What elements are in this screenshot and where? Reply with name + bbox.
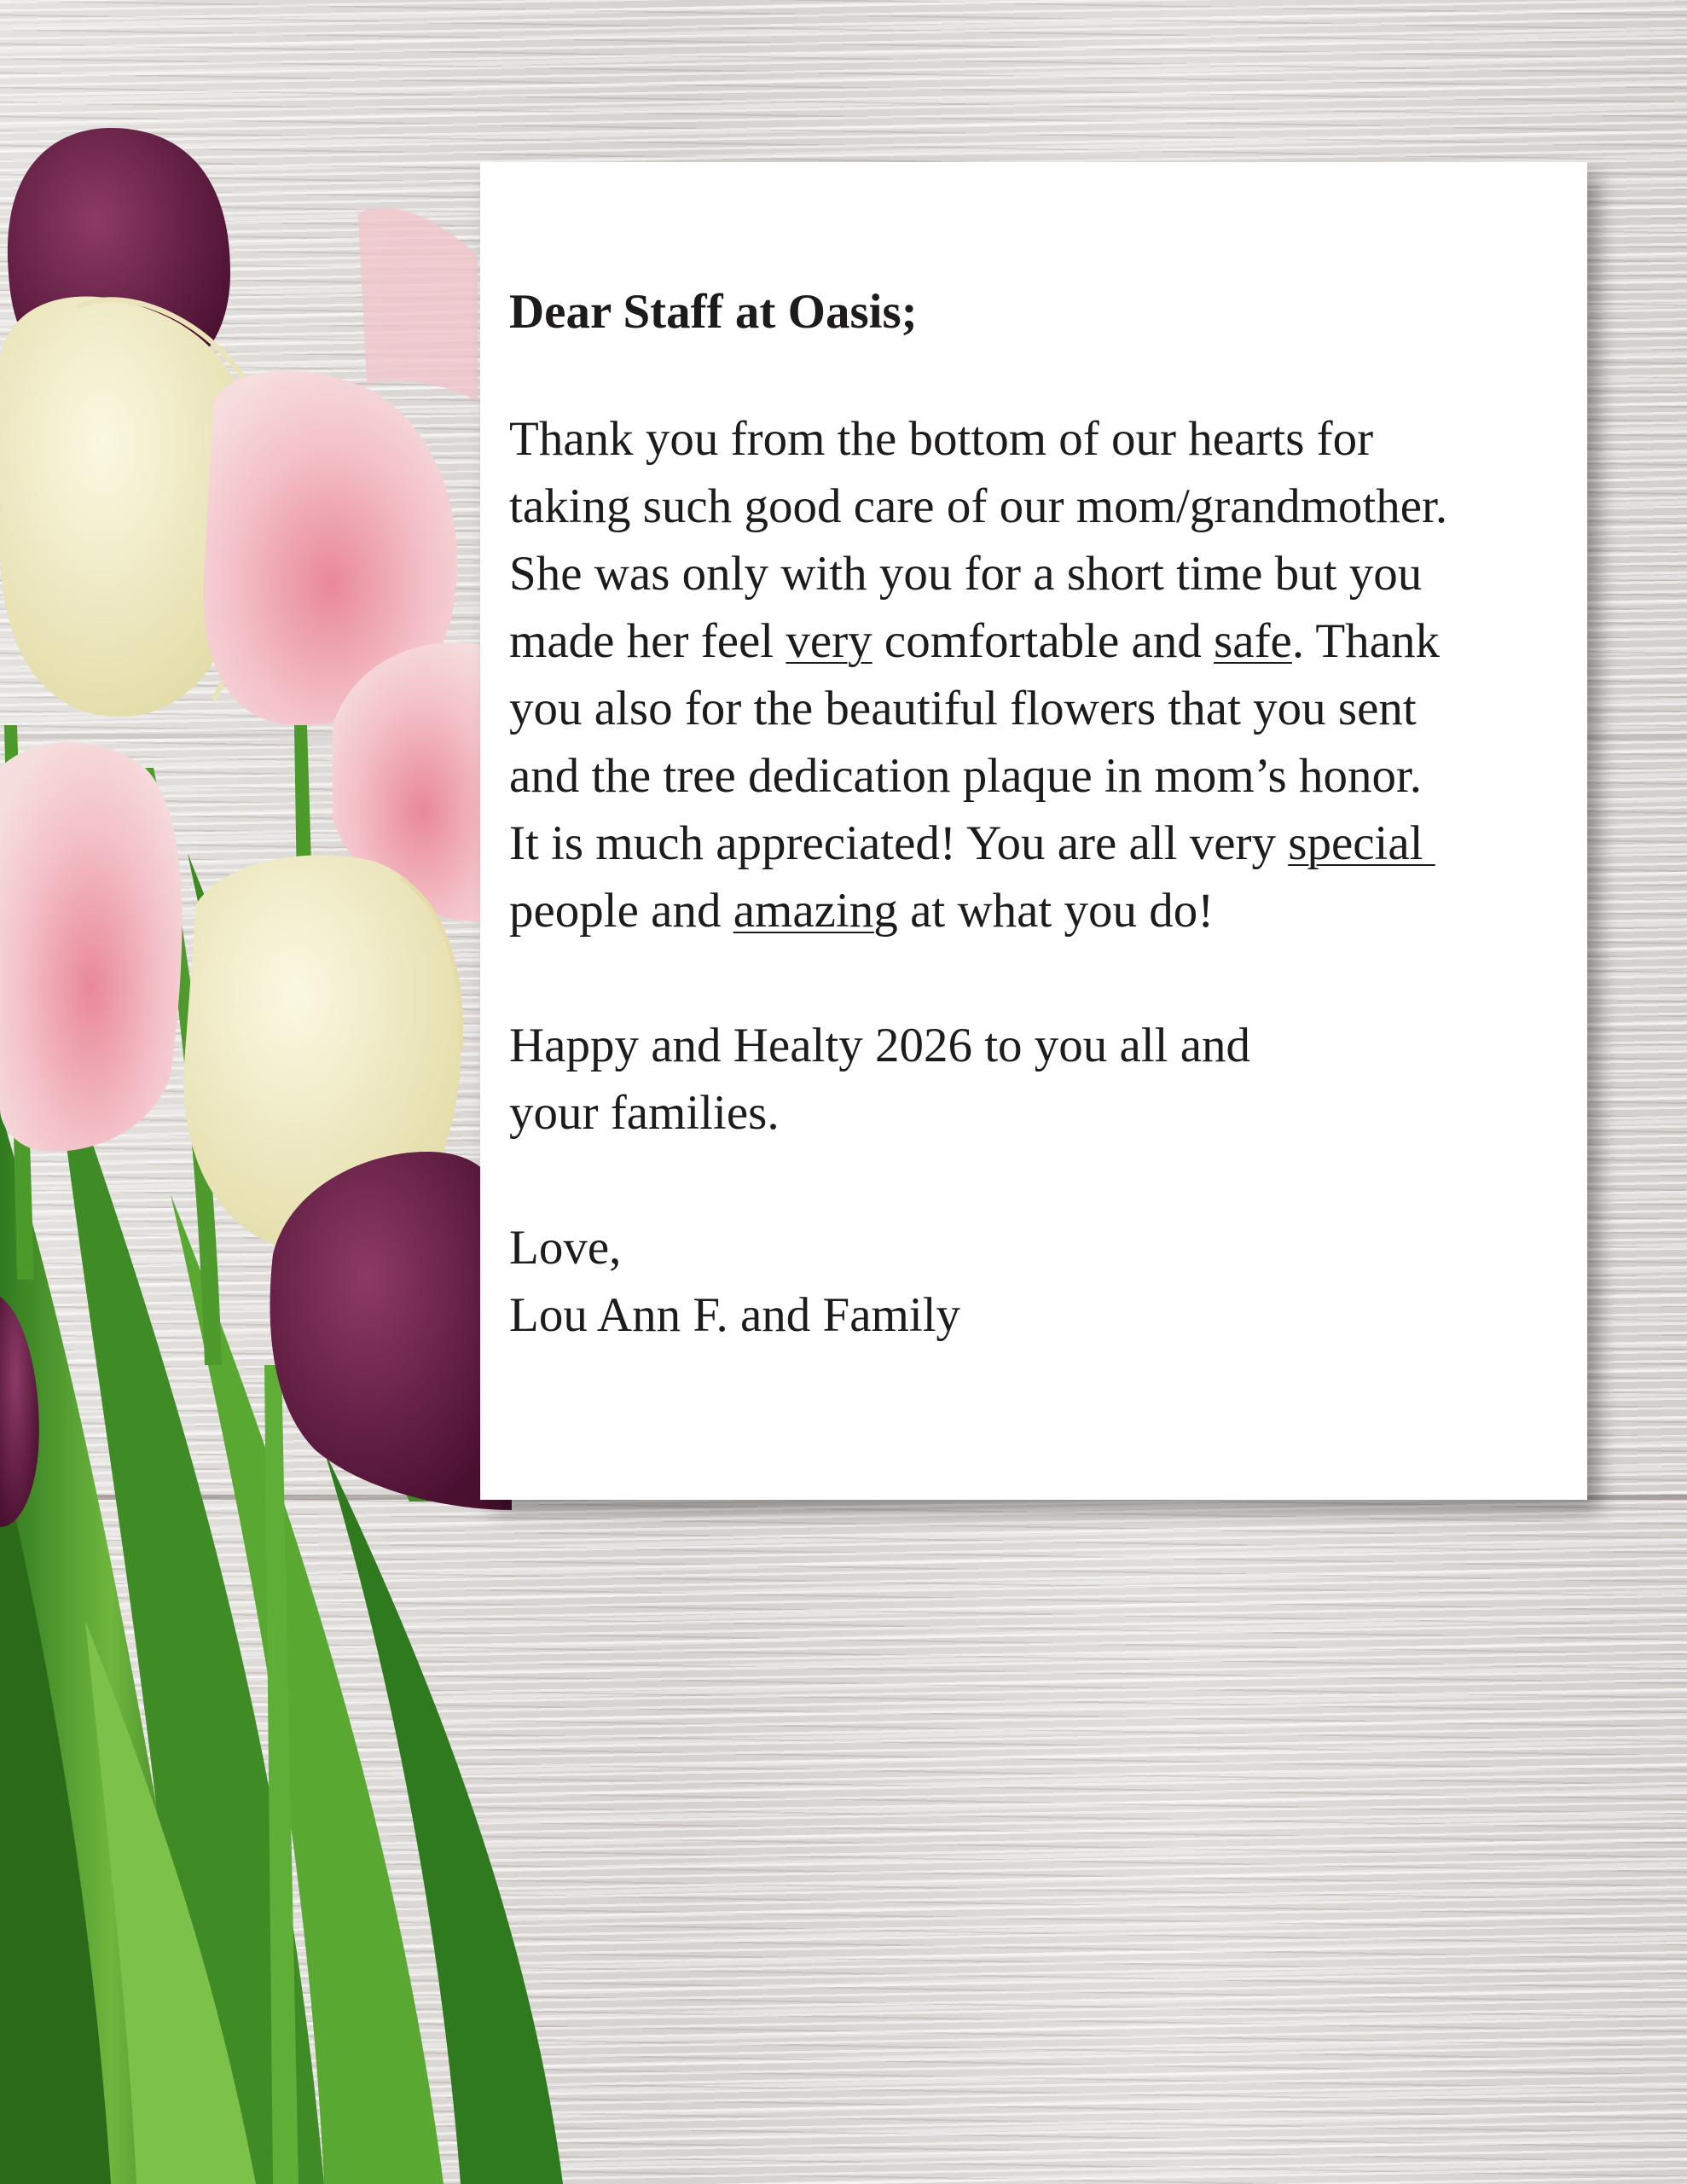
body-text: . Thank <box>1291 614 1440 668</box>
letter-body <box>509 405 1567 944</box>
body-line: Thank you from the bottom of our hearts for <box>509 412 1374 466</box>
body-line <box>509 607 1567 675</box>
body-line: taking such good care of our mom/grandmother. <box>509 479 1448 533</box>
wish-line: your families. <box>509 1086 780 1140</box>
underlined-word: safe <box>1214 614 1292 668</box>
body-text: comfortable and <box>872 614 1215 668</box>
body-line: you also for the beautiful flowers that you sent <box>509 682 1417 735</box>
body-line <box>509 810 1567 877</box>
body-text: made her feel <box>509 614 786 668</box>
body-line <box>509 877 1567 944</box>
letter-signoff <box>509 1214 1567 1349</box>
underlined-word: special <box>1288 816 1435 870</box>
body-text: It is much appreciated! You are all very <box>509 816 1289 870</box>
tulip-heads <box>0 128 512 1527</box>
letter-greeting: Dear Staff at Oasis; <box>509 285 918 339</box>
body-text: at what you do! <box>897 884 1215 938</box>
signature: Lou Ann F. and Family <box>509 1288 961 1342</box>
underlined-word: very <box>786 614 872 668</box>
wish-line: Happy and Healty 2026 to you all and <box>509 1019 1251 1072</box>
body-line: and the tree dedication plaque in mom’s honor. <box>509 749 1423 803</box>
body-text: people and <box>509 884 733 938</box>
letter-card <box>480 162 1587 1500</box>
body-line: She was only with you for a short time but you <box>509 547 1423 601</box>
letter-wishes <box>509 1012 1567 1147</box>
underlined-word: amazing <box>733 884 898 938</box>
letter-text <box>509 278 1567 1349</box>
closing: Love, <box>509 1221 622 1275</box>
